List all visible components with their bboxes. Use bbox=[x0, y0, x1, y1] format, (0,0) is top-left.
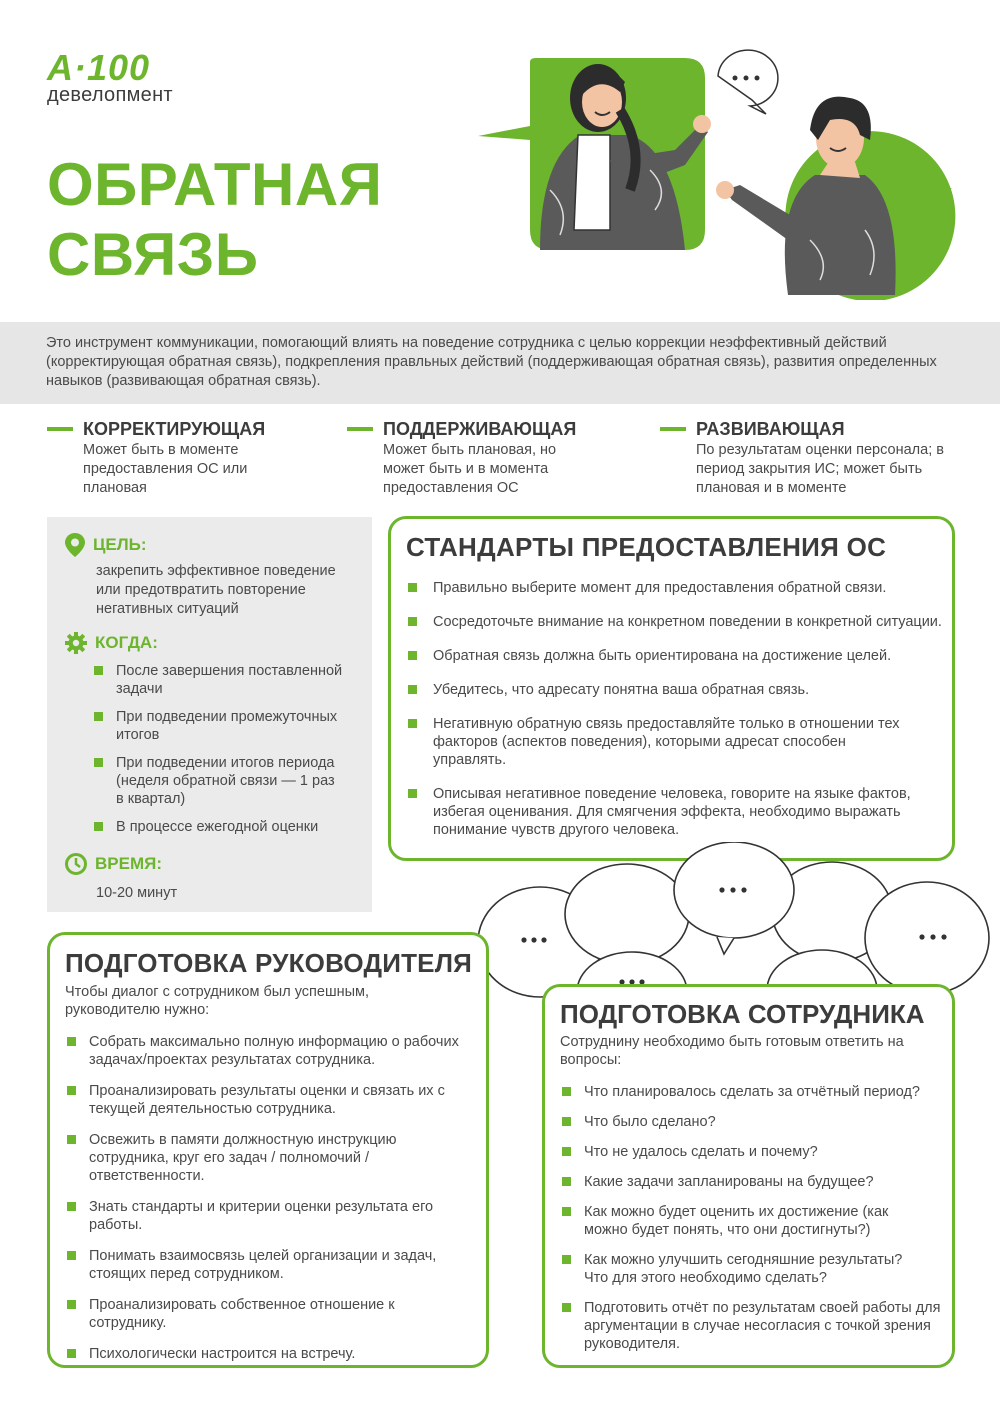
type-dash bbox=[47, 427, 73, 431]
speech-bubbles-cloud bbox=[472, 842, 1000, 1002]
list-item: Проанализировать результаты оценки и связать их с текущей деятельностью сотрудника. bbox=[67, 1082, 472, 1118]
list-item: Психологически настроится на встречу. bbox=[67, 1345, 472, 1363]
list-item: Как можно будет оценить их достижение (как можно будет понять, что они достигнуты?) bbox=[562, 1203, 947, 1239]
type-description: По результатам оценки персонала; в период закрытия ИС; может быть плановая и в моменте bbox=[696, 442, 944, 496]
goal-text: закрепить эффективное поведение или предотвратить повторение негативных ситуаций bbox=[96, 563, 336, 617]
company-logo bbox=[47, 47, 197, 106]
type-description: Может быть плановая, но может быть и в момента предоставления ОС bbox=[383, 442, 557, 496]
when-label: КОГДА: bbox=[95, 633, 158, 652]
logo-subtitle: девелопмент bbox=[47, 84, 173, 106]
list-item: После завершения поставленной задачи bbox=[94, 662, 364, 698]
list-item: В процессе ежегодной оценки bbox=[94, 818, 364, 836]
standards-list bbox=[408, 579, 943, 855]
conversation-illustration bbox=[470, 40, 960, 300]
page-title-line-1: ОБРАТНАЯ bbox=[47, 151, 383, 218]
clock-icon bbox=[65, 853, 87, 875]
employee-title: ПОДГОТОВКА СОТРУДНИКА bbox=[560, 999, 925, 1029]
time-heading bbox=[65, 853, 162, 875]
standards-box bbox=[388, 516, 955, 861]
employee-lead: Сотруднину необходимо быть готовым ответить на вопросы: bbox=[560, 1034, 904, 1068]
page-title bbox=[47, 150, 382, 290]
time-text: 10-20 минут bbox=[96, 885, 178, 901]
when-list bbox=[94, 662, 364, 836]
list-item: При подведении промежуточных итогов bbox=[94, 708, 364, 744]
list-item: Проанализировать собственное отношение к сотруднику. bbox=[67, 1296, 472, 1332]
type-dash bbox=[660, 427, 686, 431]
type-dash bbox=[347, 427, 373, 431]
list-item: Описывая негативное поведение человека, говорите на языке фактов, избегая оценивания. Для смягчения эффекта, необходимо выражать понимание чувств другого человека. bbox=[408, 785, 943, 839]
intro-band: Это инструмент коммуникации, помогающий влиять на поведение сотрудника с целью коррекции неэффективный действий (корректирующая обратная связь), подкрепления правльных действий (поддерживающая обратная связь), развития определенных навыков (развивающая обратная связь). bbox=[0, 322, 1000, 404]
manager-lead: Чтобы диалог с сотрудником был успешным, руководителю нужно: bbox=[65, 984, 370, 1018]
list-item: Правильно выберите момент для предоставления обратной связи. bbox=[408, 579, 943, 597]
list-item: Подготовить отчёт по результатам своей работы для аргументации в случае несогласия с точкой зрения руководителя. bbox=[562, 1299, 947, 1353]
gear-icon bbox=[65, 632, 87, 654]
goal-label: ЦЕЛЬ: bbox=[93, 535, 147, 554]
goal-heading bbox=[65, 533, 147, 557]
time-label: ВРЕМЯ: bbox=[95, 854, 162, 873]
list-item: Собрать максимально полную информацию о рабочих задачах/проектах результатах сотрудника. bbox=[67, 1033, 472, 1069]
list-item: Знать стандарты и критерии оценки результата его работы. bbox=[67, 1198, 472, 1234]
list-item: Сосредоточьте внимание на конкретном поведении в конкретной ситуации. bbox=[408, 613, 943, 631]
type-corrective bbox=[47, 418, 337, 498]
employee-preparation-box bbox=[542, 984, 955, 1368]
standards-title: СТАНДАРТЫ ПРЕДОСТАВЛЕНИЯ ОС bbox=[406, 532, 887, 562]
list-item: При подведении итогов периода (неделя обратной связи — 1 раз в квартал) bbox=[94, 754, 364, 808]
typing-bubble bbox=[718, 50, 778, 114]
location-pin-icon bbox=[65, 533, 85, 557]
type-supportive bbox=[347, 418, 637, 498]
logo-mark: A·100 bbox=[47, 47, 151, 88]
list-item: Что планировалось сделать за отчётный период? bbox=[562, 1083, 947, 1101]
employee-list bbox=[562, 1083, 947, 1365]
manager-title: ПОДГОТОВКА РУКОВОДИТЕЛЯ bbox=[65, 948, 473, 978]
list-item: Что было сделано? bbox=[562, 1113, 947, 1131]
list-item: Убедитесь, что адресату понятна ваша обратная связь. bbox=[408, 681, 943, 699]
list-item: Освежить в памяти должностную инструкцию сотрудника, круг его задач / полномочий / ответственности. bbox=[67, 1131, 472, 1185]
type-developing bbox=[660, 418, 950, 498]
info-panel bbox=[47, 517, 372, 912]
list-item: Обратная связь должна быть ориентирована на достижение целей. bbox=[408, 647, 943, 665]
type-title: РАЗВИВАЮЩАЯ bbox=[696, 419, 845, 439]
manager-list bbox=[67, 1033, 472, 1376]
list-item: Как можно улучшить сегодняшние результаты? Что для этого необходимо сделать? bbox=[562, 1251, 947, 1287]
type-title: ПОДДЕРЖИВАЮЩАЯ bbox=[383, 419, 577, 439]
list-item: Что не удалось сделать и почему? bbox=[562, 1143, 947, 1161]
list-item: Какие задачи запланированы на будущее? bbox=[562, 1173, 947, 1191]
page-title-line-2: СВЯЗЬ bbox=[47, 221, 259, 288]
type-title: КОРРЕКТИРУЮЩАЯ bbox=[83, 419, 266, 439]
man-figure bbox=[716, 97, 896, 295]
list-item: Понимать взаимосвязь целей организации и задач, стоящих перед сотрудником. bbox=[67, 1247, 472, 1283]
type-description: Может быть в моменте предоставления ОС или плановая bbox=[83, 442, 248, 496]
manager-preparation-box bbox=[47, 932, 489, 1368]
when-heading bbox=[65, 632, 158, 654]
list-item: Негативную обратную связь предоставляйте только в отношении тех факторов (аспектов поведения), которыми адресат способен управлять. bbox=[408, 715, 943, 769]
